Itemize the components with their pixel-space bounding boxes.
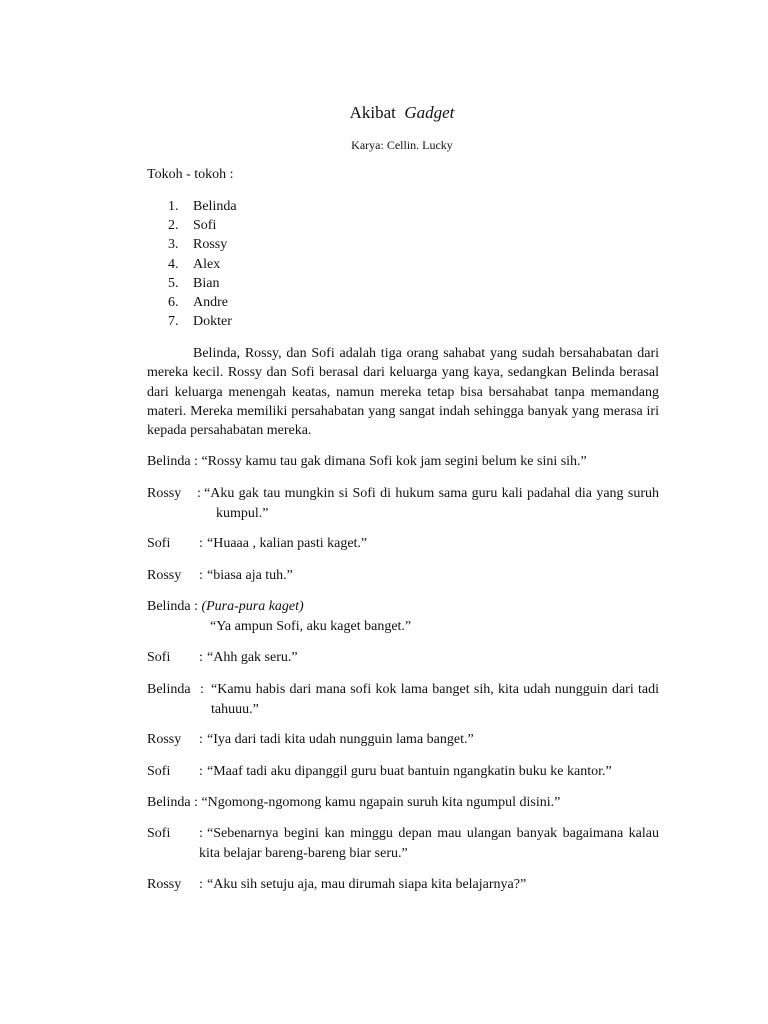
speaker-colon: : [197,486,201,501]
intro-paragraph: Belinda, Rossy, dan Sofi adalah tiga orang sahabat yang sudah bersahabatan dari mereka kecil. Rossy dan Sofi berasal dari keluarga yang kaya, sedangkan Belinda berasal dari keluarga menengah keatas, namun mereka tetap bisa bersahabat tanpa memandang materi. Mereka memiliki persahabatan yang sangat indah sehingga banyak yang merasa iri kepada persahabatan mereka. [147,346,659,439]
cast-number: 4. [168,256,179,272]
dialogue-line [147,484,659,523]
dialogue-line [147,875,659,895]
cast-item [0,312,300,331]
cast-item [0,274,300,293]
speaker-colon: : [200,682,204,697]
dialogue-text: “Ahh gak seru.” [207,650,298,665]
speaker-colon: : [199,732,203,747]
speaker-name: Rossy [147,486,182,501]
cast-item [0,255,300,274]
speaker-name: Sofi [147,536,171,551]
speaker-name: Rossy [147,568,182,583]
speaker-colon: : [199,826,203,841]
cast-name: Belinda [193,199,237,214]
cast-name: Andre [193,295,228,310]
cast-item [0,235,300,254]
speaker-name: Sofi [147,764,171,779]
dialogue-text: “Sebenarnya begini kan minggu depan mau ulangan banyak bagaimana kalau kita belajar bareng-bareng biar seru.” [199,826,659,861]
speaker-name: Belinda : [147,795,198,810]
speaker-name: Sofi [147,650,171,665]
dialogue-text: “Maaf tadi aku dipanggil guru buat bantuin ngangkatin buku ke kantor.” [207,764,612,779]
dialogue-line [147,648,659,668]
speaker-name: Rossy [147,877,182,892]
title-prefix: Akibat [349,103,396,122]
dialogue-text: “Ngomong-ngomong kamu ngapain suruh kita ngumpul disini.” [201,795,561,810]
cast-item [0,293,300,312]
speaker-colon: : [199,568,203,583]
dialogue-line [147,534,659,554]
dialogue-line [147,793,659,813]
author-line: Karya: Cellin. Lucky [351,138,453,152]
cast-number: 2. [168,218,179,234]
cast-name: Dokter [193,314,232,330]
cast-number: 3. [168,237,179,253]
cast-item [0,197,300,216]
speaker-name: Belinda [147,682,191,697]
cast-number: 1. [168,199,179,214]
cast-name: Bian [193,275,220,291]
dialogue-text: “Huaaa , kalian pasti kaget.” [207,536,368,551]
cast-heading: Tokoh - tokoh : [147,167,234,182]
dialogue-line [147,452,659,472]
dialogue-line [147,597,659,636]
dialogue-text: “Rossy kamu tau gak dimana Sofi kok jam segini belum ke sini sih.” [201,454,587,469]
dialogue-text: “Aku sih setuju aja, mau dirumah siapa kita belajarnya?” [207,877,527,892]
document-title [0,103,768,123]
cast-item [0,216,300,235]
speaker-colon: : [199,877,203,892]
dialogue-text: “Ya ampun Sofi, aku kaget banget.” [210,618,412,634]
speaker-colon: : [199,650,203,665]
dialogue-text: “biasa aja tuh.” [207,568,293,583]
cast-number: 7. [168,314,179,330]
speaker-name: Belinda : [147,599,198,614]
cast-number: 5. [168,275,179,291]
speaker-name: Belinda : [147,454,198,469]
stage-direction: (Pura-pura kaget) [201,599,304,614]
speaker-colon: : [199,536,203,551]
speaker-name: Rossy [147,732,182,747]
cast-name: Alex [193,256,221,272]
dialogue-line [147,762,659,782]
dialogue-line [147,680,659,719]
cast-name: Rossy [193,237,228,253]
dialogue-line [147,824,659,863]
dialogue-line [147,730,659,750]
speaker-colon: : [199,764,203,779]
dialogue-text: “Iya dari tadi kita udah nungguin lama banget.” [207,732,474,747]
dialogue-text: “Kamu habis dari mana sofi kok lama banget sih, kita udah nungguin dari tadi tahuuu.” [211,682,659,717]
title-italic: Gadget [404,103,455,122]
speaker-name: Sofi [147,826,171,841]
cast-name: Sofi [193,218,217,234]
cast-number: 6. [168,295,179,310]
dialogue-line [147,566,659,586]
dialogue-text: “Aku gak tau mungkin si Sofi di hukum sama guru kali padahal dia yang suruh kumpul.” [204,486,659,521]
